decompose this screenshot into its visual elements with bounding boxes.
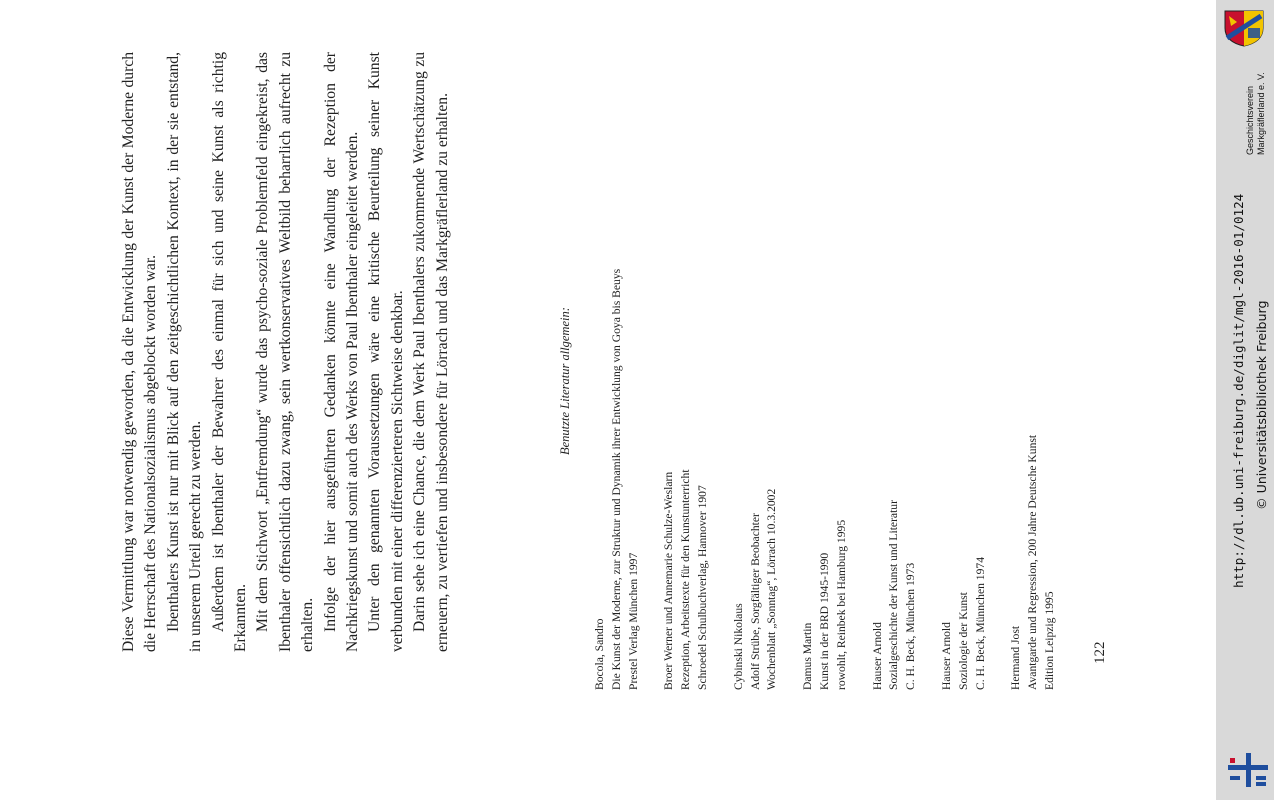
paragraph: Unter den genannten Voraussetzungen wäre eine kritische Beurteilung seiner Kunst verbunden mit einer differenzierteren Sichtweise denkbar.: [366, 52, 406, 652]
page-number: 122: [1092, 641, 1108, 664]
literature-entry: [661, 130, 711, 690]
literature-entry: [870, 130, 920, 690]
entry-title: Sozialgeschichte der Kunst und Literatur: [887, 500, 901, 690]
ub-freiburg-logo-icon: [1226, 752, 1270, 788]
copyright-notice: © Universitätsbibliothek Freiburg: [1254, 300, 1269, 510]
paragraph: Diese Vermittlung war notwendig geworden, da die Entwicklung der Kunst der Moderne durch die Herrschaft des Nationalsozialismus abgeblockt worden war.: [120, 52, 160, 652]
entry-title: Avantgarde und Regression, 200 Jahre Deutsche Kunst: [1026, 434, 1040, 690]
paragraph: Ibenthalers Kunst ist nur mit Blick auf den zeitgeschichtlichen Kontext, in der sie entstand, in unserem Urteil gerecht zu werden.: [164, 52, 205, 652]
literature-entry: [1008, 130, 1058, 690]
entry-author: Broer Werner und Annemarie Schulze-Weslarn: [662, 471, 676, 690]
geschichtsverein-crest-icon: [1221, 8, 1267, 48]
society-line-2: Markgräflerland e. V.: [1256, 72, 1266, 155]
society-name: [1245, 72, 1267, 155]
entry-publisher: Schroedel Schulbuchverlag, Hannover 1907: [695, 485, 709, 690]
paragraph: Darin sehe ich eine Chance, die dem Werk Paul Ibenthalers zukommende Wertschätzung zu erneuern, zu vertiefen und insbesondere für Lörrach und das Markgräflerland zu erhalten.: [411, 52, 451, 652]
paragraph: Mit dem Stichwort „Entfremdung“ wurde das psycho-soziale Problemfeld eingekreist, das Ibenthaler offensichtlich dazu zwang, sein wertkonservatives Weltbild beharrlich aufrecht zu erhalten.: [254, 52, 317, 652]
entry-publisher: rowohlt, Reinbek bei Hamburg 1995: [834, 519, 848, 690]
entry-publisher: C. H. Beck, München 1973: [904, 562, 918, 690]
entry-title: Kunst in der BRD 1945-1990: [817, 552, 831, 690]
entry-author: Cybinski Nikolaus: [731, 603, 745, 690]
entry-publisher: Edition Leipzig 1995: [1042, 591, 1056, 690]
society-line-1: Geschichtsverein: [1245, 85, 1255, 155]
entry-author: Hauser Arnold: [870, 622, 884, 690]
entry-title: Soziologie der Kunst: [956, 592, 970, 690]
entry-title: Rezeption, Arbeitstexte für den Kunstunterricht: [679, 469, 693, 690]
paragraph: Außerdem ist Ibenthaler der Bewahrer des einmal für sich und seine Kunst als richtig Erkannten.: [209, 52, 250, 652]
entry-author: Bocola, Sandro: [593, 618, 606, 690]
entry-author: Hermand Jost: [1009, 625, 1023, 690]
entry-author: Hauser Arnold: [939, 622, 953, 690]
entry-author: Damus Martin: [801, 622, 815, 690]
literature-entry: [592, 130, 642, 690]
literature-list: [592, 130, 1078, 690]
entry-publisher: Wochenblatt „Sonntag“, Lörrach 10.3.2002: [765, 488, 779, 690]
entry-title: Die Kunst der Moderne, zur Struktur und Dynamik ihrer Entwicklung von Goya bis Beuys: [609, 268, 623, 690]
body-text: [118, 52, 454, 652]
entry-title: Adolf Strübe, Sorgfältiger Beobachter: [748, 513, 762, 690]
literature-entry: [939, 130, 989, 690]
literature-entry: [731, 130, 781, 690]
permalink-url[interactable]: http://dl.ub.uni-freiburg.de/diglit/mgl-2016-01/0124: [1231, 193, 1246, 588]
literature-entry: [800, 130, 850, 690]
entry-publisher: C. H. Beck, Münnchen 1974: [973, 557, 987, 690]
literature-heading: Benutzte Literatur allgemein:: [558, 307, 572, 455]
entry-publisher: Prestel Verlag München 1997: [626, 552, 640, 690]
paragraph: Infolge der hier ausgeführten Gedanken könnte eine Wandlung der Rezeption der Nachkriegskunst und somit auch des Werks von Paul Ibenthaler eingeleitet werden.: [321, 52, 362, 652]
